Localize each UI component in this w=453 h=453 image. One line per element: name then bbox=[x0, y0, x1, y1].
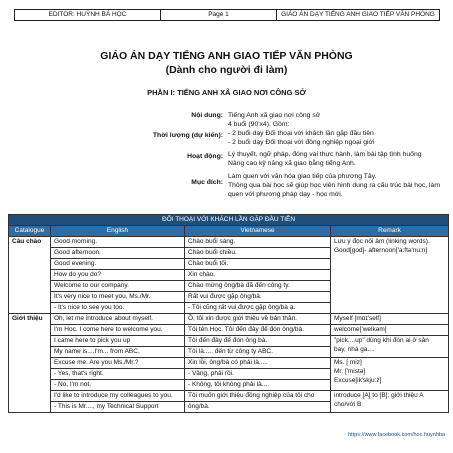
english-cell: - No, I'm not. bbox=[51, 380, 185, 391]
vietnamese-cell: Chào buổi sáng. bbox=[185, 237, 331, 248]
vietnamese-cell: Tôi tên Học. Tôi đến đây để đón ông/bà. bbox=[185, 325, 331, 336]
remark-cell: Myself [mɑɪ'self] bbox=[331, 314, 449, 325]
remark-line: Good[god]- afternoon['a:ftə'nu:n] bbox=[334, 247, 428, 254]
category-cell: Câu chào bbox=[9, 237, 51, 314]
remark-cell bbox=[331, 358, 449, 391]
vietnamese-cell: - Không, tôi không phải là.... bbox=[185, 380, 331, 391]
vietnamese-cell: Chào buổi tối. bbox=[185, 259, 331, 270]
vietnamese-cell: Ồ, tôi xin được giới thiệu về bản thân. bbox=[185, 314, 331, 325]
english-cell: - This is Mr...., my Technical Support bbox=[51, 402, 185, 413]
remark-line: introduce [A] to [B]: giới thiệu A bbox=[334, 392, 424, 399]
header-page-number: Page 1 bbox=[161, 10, 277, 20]
english-cell: Good evening. bbox=[51, 259, 185, 270]
table-row bbox=[9, 336, 449, 347]
vietnamese-cell: Tôi đến đây để đón ông bà. bbox=[185, 336, 331, 347]
english-cell: How do you do? bbox=[51, 270, 185, 281]
info-label: Thời lượng (dự kiến): bbox=[152, 132, 223, 139]
vietnamese-cell: Chào mừng ông/bà đã đến công ty. bbox=[185, 281, 331, 292]
vietnamese-cell: Xin lỗi, ông/bà có phải là..... bbox=[185, 358, 331, 369]
table-banner: ĐỐI THOẠI VỚI KHÁCH LẦN GẶP ĐẦU TIÊN bbox=[9, 215, 449, 226]
english-cell: I came here to pick you up bbox=[51, 336, 185, 347]
info-value: Lý thuyết, ngữ pháp, đóng vai thực hành, làm bài tập tình huống bbox=[228, 151, 422, 158]
english-cell: Excuse me. Are you Ms./Mr.? bbox=[51, 358, 185, 369]
remark-cell bbox=[331, 336, 449, 358]
document-subtitle: (Dành cho người đi làm) bbox=[165, 64, 288, 76]
remark-cell bbox=[331, 391, 449, 413]
remark-line: cho/với B bbox=[334, 401, 362, 408]
info-value: - 2 buổi dạy Đối thoại với đồng nghiệp ngoại giới bbox=[228, 139, 375, 147]
remark-line: "pick....up" dùng khi đón ai ở sân bbox=[334, 337, 429, 344]
table-row bbox=[9, 358, 449, 369]
table-row bbox=[9, 314, 449, 325]
english-cell: Good morning. bbox=[51, 237, 185, 248]
vietnamese-cell: Rất vui được gặp ông/bà. bbox=[185, 292, 331, 303]
english-cell: - Yes, that's right. bbox=[51, 369, 185, 380]
category-cell: Giới thiệu bbox=[9, 314, 51, 413]
english-cell: It's very nice to meet you, Ms./Mr. bbox=[51, 292, 185, 303]
header-doc-title: GIÁO ÁN DẠY TIẾNG ANH GIAO TIẾP VĂN PHÒNG bbox=[281, 11, 435, 18]
info-value: Nâng cao kỹ năng xã giao bằng tiếng Anh. bbox=[228, 160, 356, 168]
info-value: Tiếng Anh xã giao nơi công sở bbox=[228, 112, 321, 119]
info-value: quen với phương pháp dạy - học mới. bbox=[228, 191, 343, 199]
facebook-link[interactable]: https://www.facebook.com/hoc.huynhba bbox=[348, 432, 445, 438]
english-cell: - It's nice to see you too. bbox=[51, 303, 185, 314]
english-cell: Welcome to our company. bbox=[51, 281, 185, 292]
remark-line: Lưu ý đọc nối âm (linking words). bbox=[334, 238, 430, 245]
part-heading: PHẦN I: TIẾNG ANH XÃ GIAO NƠI CÔNG SỞ bbox=[147, 88, 306, 97]
remark-line: Mr. ['mistə] bbox=[334, 368, 366, 375]
vietnamese-cell: Tôi là..... đến từ công ty ABC. bbox=[185, 347, 331, 358]
vietnamese-cell: - Tôi cũng rất vui được gặp ông/bà ạ. bbox=[185, 303, 331, 314]
column-header-remark: Remark bbox=[331, 226, 449, 237]
info-value: Thông qua bài học sẽ giúp học viên hình dung ra cấu trúc bài học, làm bbox=[228, 182, 440, 190]
info-value: Làm quen với văn hóa giao tiếp của phương Tây. bbox=[228, 173, 377, 180]
table-row bbox=[9, 391, 449, 402]
info-value: - 2 buổi dạy Đối thoại với khách lần gặp đầu tiên bbox=[228, 130, 374, 137]
column-header-vietnamese: Vietnamese bbox=[185, 226, 331, 237]
english-cell: Oh, let me introduce about myself. bbox=[51, 314, 185, 325]
dialogue-table bbox=[8, 214, 449, 413]
info-label: Nội dung: bbox=[191, 112, 223, 119]
document-title: GIÁO ÁN DẠY TIẾNG ANH GIAO TIẾP VĂN PHÒNG bbox=[100, 50, 353, 62]
info-label: Hoạt động: bbox=[187, 153, 223, 160]
vietnamese-cell: Xin chào. bbox=[185, 270, 331, 281]
info-label: Mục đích: bbox=[191, 179, 223, 186]
english-cell: Good afternoon. bbox=[51, 248, 185, 259]
header-editor: EDITOR: HUỲNH BÁ HỌC bbox=[15, 10, 161, 20]
info-value: 4 buổi (90'x4). Gồm: bbox=[228, 121, 290, 129]
vietnamese-cell: - Vâng, phải rồi. bbox=[185, 369, 331, 380]
english-cell: I'd like to introduce my colleagues to you. bbox=[51, 391, 185, 402]
vietnamese-cell: Tôi muốn giới thiệu đồng nghiệp của tôi cho bbox=[185, 391, 331, 402]
remark-line: bay, nhà ga.... bbox=[334, 346, 375, 353]
remark-line: Excuse[ik'skju:z] bbox=[334, 377, 382, 384]
remark-cell bbox=[331, 237, 449, 314]
english-cell: I'm Hoc. I come here to welcome you. bbox=[51, 325, 185, 336]
column-header-english: English bbox=[51, 226, 185, 237]
vietnamese-cell: ông/bà. bbox=[185, 402, 331, 413]
table-row bbox=[9, 237, 449, 248]
page-header bbox=[14, 9, 440, 21]
remark-line: Ms. [ miz] bbox=[334, 359, 362, 366]
remark-cell: welcome['welkəm] bbox=[331, 325, 449, 336]
table-row bbox=[9, 325, 449, 336]
english-cell: My name is....I'm... from ABC. bbox=[51, 347, 185, 358]
column-header-catalogue: Catalogue bbox=[9, 226, 51, 237]
vietnamese-cell: Chào buổi chiều. bbox=[185, 248, 331, 259]
